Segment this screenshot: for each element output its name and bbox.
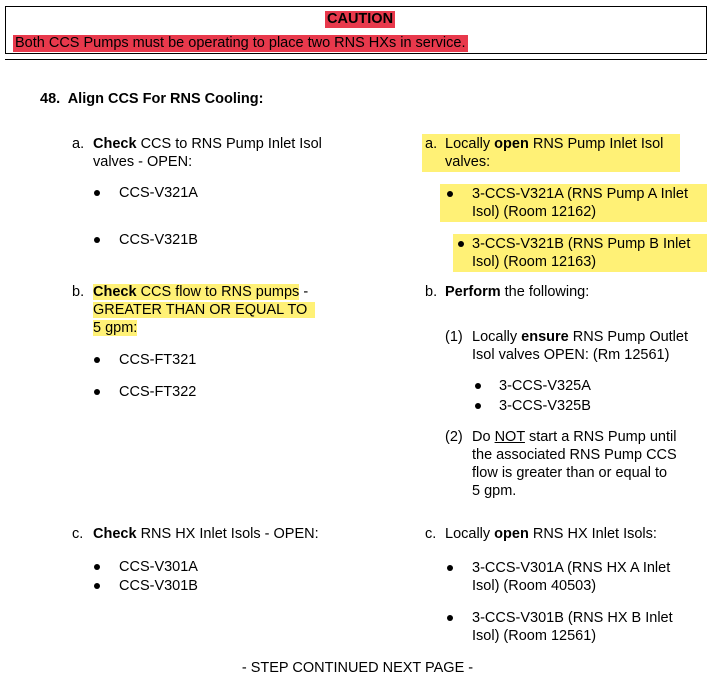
right-b-sub2-verb: NOT bbox=[494, 429, 525, 445]
right-b-verb: Perform bbox=[445, 284, 501, 300]
right-b-sub1-l2: Isol valves OPEN: (Rm 12561) bbox=[472, 347, 670, 363]
right-b-sub1-item-1: 3-CCS-V325A bbox=[499, 378, 591, 394]
left-a-text1: CCS to RNS Pump Inlet Isol bbox=[140, 136, 322, 152]
right-b-sub1-label: (1) bbox=[445, 329, 463, 345]
left-c-line1 bbox=[93, 525, 319, 543]
right-c-verb: open bbox=[494, 526, 529, 542]
left-b-text1: CCS flow to RNS pumps bbox=[140, 284, 300, 300]
right-c-prefix: Locally bbox=[445, 526, 491, 542]
right-b-sub2-label: (2) bbox=[445, 429, 463, 445]
left-c-text1: RNS HX Inlet Isols - OPEN: bbox=[140, 526, 319, 542]
right-b-sub1-prefix: Locally bbox=[472, 329, 518, 345]
right-c-item-2-l2: Isol) (Room 12561) bbox=[472, 628, 597, 644]
right-b-line1 bbox=[445, 283, 589, 301]
bullet-icon bbox=[447, 615, 453, 621]
bullet-icon bbox=[447, 565, 453, 571]
right-c-item-2-l1: 3-CCS-V301B (RNS HX B Inlet bbox=[472, 610, 673, 626]
right-c-line1 bbox=[445, 525, 657, 543]
right-b-sub1-verb: ensure bbox=[521, 329, 569, 345]
right-b-sub1-item-2: 3-CCS-V325B bbox=[499, 398, 591, 414]
right-a-line1 bbox=[445, 135, 663, 153]
right-b-sub2-text1: start a RNS Pump until bbox=[528, 429, 677, 445]
right-b-sub2-l1 bbox=[472, 428, 676, 446]
bullet-icon bbox=[94, 190, 100, 196]
left-b-item-1: CCS-FT321 bbox=[119, 352, 197, 368]
left-b-item-2: CCS-FT322 bbox=[119, 384, 197, 400]
left-a-item-2: CCS-V321B bbox=[119, 232, 198, 248]
left-c-verb: Check bbox=[93, 526, 137, 542]
right-a-item-2-l1: 3-CCS-V321B (RNS Pump B Inlet bbox=[472, 236, 691, 252]
bullet-icon bbox=[94, 389, 100, 395]
right-a-prefix: Locally bbox=[445, 136, 491, 152]
left-c-item-2: CCS-V301B bbox=[119, 578, 198, 594]
left-c-label: c. bbox=[72, 526, 84, 542]
left-b-text3: 5 gpm: bbox=[93, 320, 138, 336]
step-continued-footer: - STEP CONTINUED NEXT PAGE - bbox=[241, 660, 474, 676]
step-title bbox=[40, 90, 263, 108]
right-c-text1: RNS HX Inlet Isols: bbox=[532, 526, 657, 542]
step-number: 48. bbox=[40, 91, 61, 107]
left-b-line3 bbox=[93, 319, 137, 337]
right-b-sub2-l2: the associated RNS Pump CCS bbox=[472, 447, 677, 463]
bullet-icon bbox=[458, 241, 464, 247]
caution-title: CAUTION bbox=[327, 11, 394, 27]
left-b-text1-tail: - bbox=[299, 284, 309, 300]
divider bbox=[5, 59, 707, 60]
left-b-line1 bbox=[93, 283, 308, 301]
right-a-verb: open bbox=[494, 136, 529, 152]
left-b-label: b. bbox=[72, 284, 85, 300]
right-c-item-1-l1: 3-CCS-V301A (RNS HX A Inlet bbox=[472, 560, 671, 576]
bullet-icon bbox=[94, 583, 100, 589]
right-a-label: a. bbox=[425, 136, 438, 152]
bullet-icon bbox=[94, 357, 100, 363]
left-a-line2: valves - OPEN: bbox=[93, 154, 193, 170]
right-a-item-2-l2: Isol) (Room 12163) bbox=[472, 254, 597, 270]
right-b-sub2-l3: flow is greater than or equal to bbox=[472, 465, 668, 481]
right-c-item-1-l2: Isol) (Room 40503) bbox=[472, 578, 597, 594]
bullet-icon bbox=[94, 237, 100, 243]
left-c-item-1: CCS-V301A bbox=[119, 559, 198, 575]
bullet-icon bbox=[475, 383, 481, 389]
right-b-sub1-l1 bbox=[472, 328, 688, 346]
left-b-text2: GREATER THAN OR EQUAL TO bbox=[93, 302, 308, 318]
bullet-icon bbox=[447, 191, 453, 197]
right-a-text1: RNS Pump Inlet Isol bbox=[532, 136, 664, 152]
right-b-sub1-text1: RNS Pump Outlet bbox=[572, 329, 689, 345]
left-a-label: a. bbox=[72, 136, 85, 152]
left-a-line1 bbox=[93, 135, 322, 153]
left-a-verb: Check bbox=[93, 136, 137, 152]
right-b-label: b. bbox=[425, 284, 438, 300]
caution-text: Both CCS Pumps must be operating to place two RNS HXs in service. bbox=[15, 35, 466, 51]
right-b-sub2-l4: 5 gpm. bbox=[472, 483, 517, 499]
right-a-line2: valves: bbox=[445, 154, 491, 170]
right-a-item-1-l1: 3-CCS-V321A (RNS Pump A Inlet bbox=[472, 186, 688, 202]
right-a-item-1-l2: Isol) (Room 12162) bbox=[472, 204, 597, 220]
left-a-item-1: CCS-V321A bbox=[119, 185, 198, 201]
right-b-sub2-prefix: Do bbox=[472, 429, 491, 445]
bullet-icon bbox=[475, 403, 481, 409]
step-title-text: Align CCS For RNS Cooling: bbox=[67, 91, 264, 107]
bullet-icon bbox=[94, 564, 100, 570]
right-c-label: c. bbox=[425, 526, 437, 542]
left-b-line2 bbox=[93, 301, 315, 319]
right-b-text1: the following: bbox=[504, 284, 590, 300]
left-b-verb: Check bbox=[93, 284, 137, 300]
